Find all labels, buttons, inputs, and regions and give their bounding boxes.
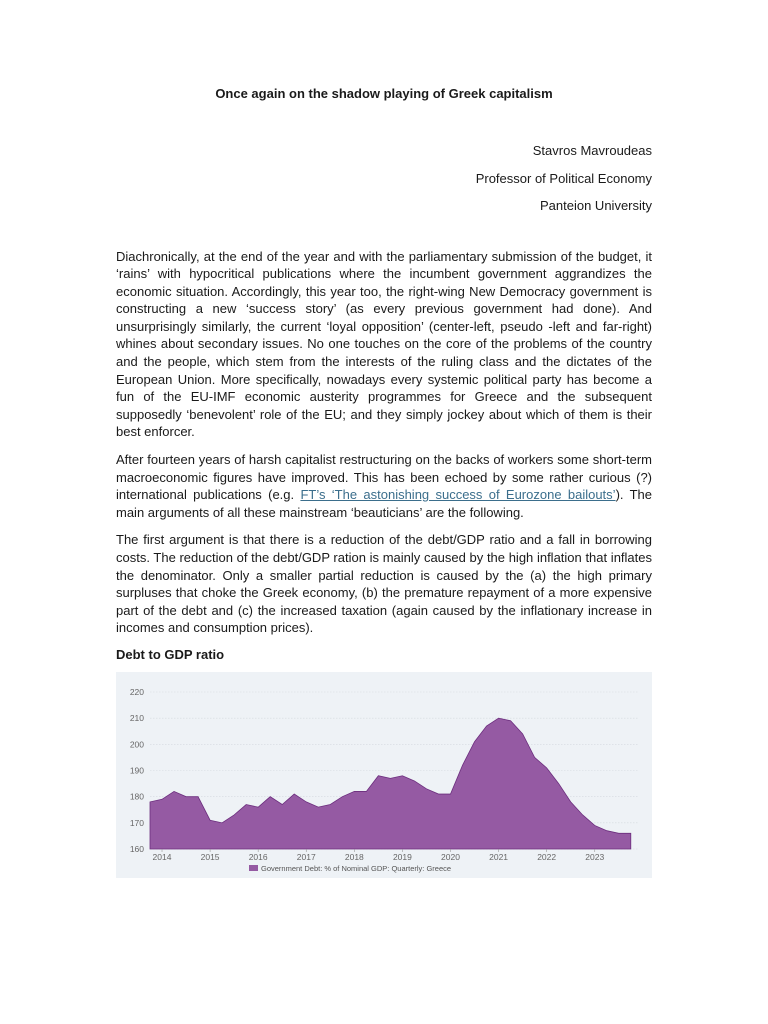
x-tick-label: 2022: [537, 851, 557, 862]
y-tick-label: 160: [129, 843, 144, 854]
x-tick-label: 2017: [296, 851, 316, 862]
legend-swatch: [249, 865, 258, 871]
document-title: Once again on the shadow playing of Greek capitalism: [215, 86, 553, 101]
paragraph-3: The first argument is that there is a reduction of the debt/GDP ratio and a fall in borrowing costs. The reduction of the debt/GDP ration is mainly caused by the high inflation that inflates the denominator. Only a smaller partial reduction is caused by the (a) the high primary surpluses that choke the Greek economy, (b) the premature repayment of a more expensive part of the debt and (c) the increased taxation (again caused by the inflationary increase in incomes and consumption prices).: [116, 532, 652, 636]
debt-area-series: [150, 718, 631, 849]
chart-svg: [116, 672, 652, 878]
y-tick-label: 180: [129, 791, 144, 802]
author-position: Professor of Political Economy: [475, 170, 652, 186]
y-tick-label: 200: [129, 739, 144, 750]
y-tick-label: 170: [129, 817, 144, 828]
figure-title: Debt to GDP ratio: [116, 646, 225, 662]
x-tick-label: 2021: [489, 851, 509, 862]
paragraph-2-text-after: ). The main arguments of all these mainstream ‘beauticians’ are the following.: [116, 487, 652, 520]
debt-gdp-chart: [116, 672, 652, 878]
legend-label: Government Debt: % of Nominal GDP: Quarterly: Greece: [261, 863, 452, 873]
author-institution: Panteion University: [540, 198, 652, 213]
x-tick-label: 2020: [441, 851, 460, 862]
document-page: [116, 86, 652, 878]
y-tick-label: 220: [129, 686, 144, 697]
author-name: Stavros Mavroudeas: [532, 143, 652, 158]
x-tick-label: 2019: [392, 851, 412, 862]
y-tick-label: 210: [129, 713, 144, 724]
paragraph-1: Diachronically, at the end of the year and with the parliamentary submission of the budget, it ‘rains’ with hypocritical publications where the incumbent government aggrandizes the economic situation. Accordingly, this year too, the right-wing New Democracy government is constructing a new ‘success story’ (as every previous government had done). And unsurprisingly similarly, the current ‘loyal opposition’ (center-left, pseudo -left and far-right) whines about secondary issues. No one touches on the core of the problems of the country and the people, which stem from the interests of the ruling class and the dictates of the European Union. More specifically, nowadays every systemic political party has become a fun of the EU-IMF economic austerity programmes for Greece and the subsequent supposedly ‘benevolent’ role of the EU; and they simply jockey about which of them is their best enforcer.: [116, 248, 652, 440]
author-block: [116, 137, 652, 220]
ft-article-link[interactable]: FT’s ‘The astonishing success of Eurozone bailouts’: [300, 487, 616, 503]
x-tick-label: 2014: [152, 851, 172, 862]
x-tick-label: 2016: [248, 851, 268, 862]
x-tick-label: 2018: [344, 851, 364, 862]
x-tick-label: 2023: [585, 851, 605, 862]
paragraph-2-text-before: After fourteen years of harsh capitalist restructuring on the backs of workers some short-term macroeconomic figures have improved. This has been echoed by some rather curious (?) international publications (e.g.: [116, 452, 652, 503]
y-tick-label: 190: [129, 765, 144, 776]
x-tick-label: 2015: [200, 851, 220, 862]
paragraph-2: [116, 451, 652, 521]
